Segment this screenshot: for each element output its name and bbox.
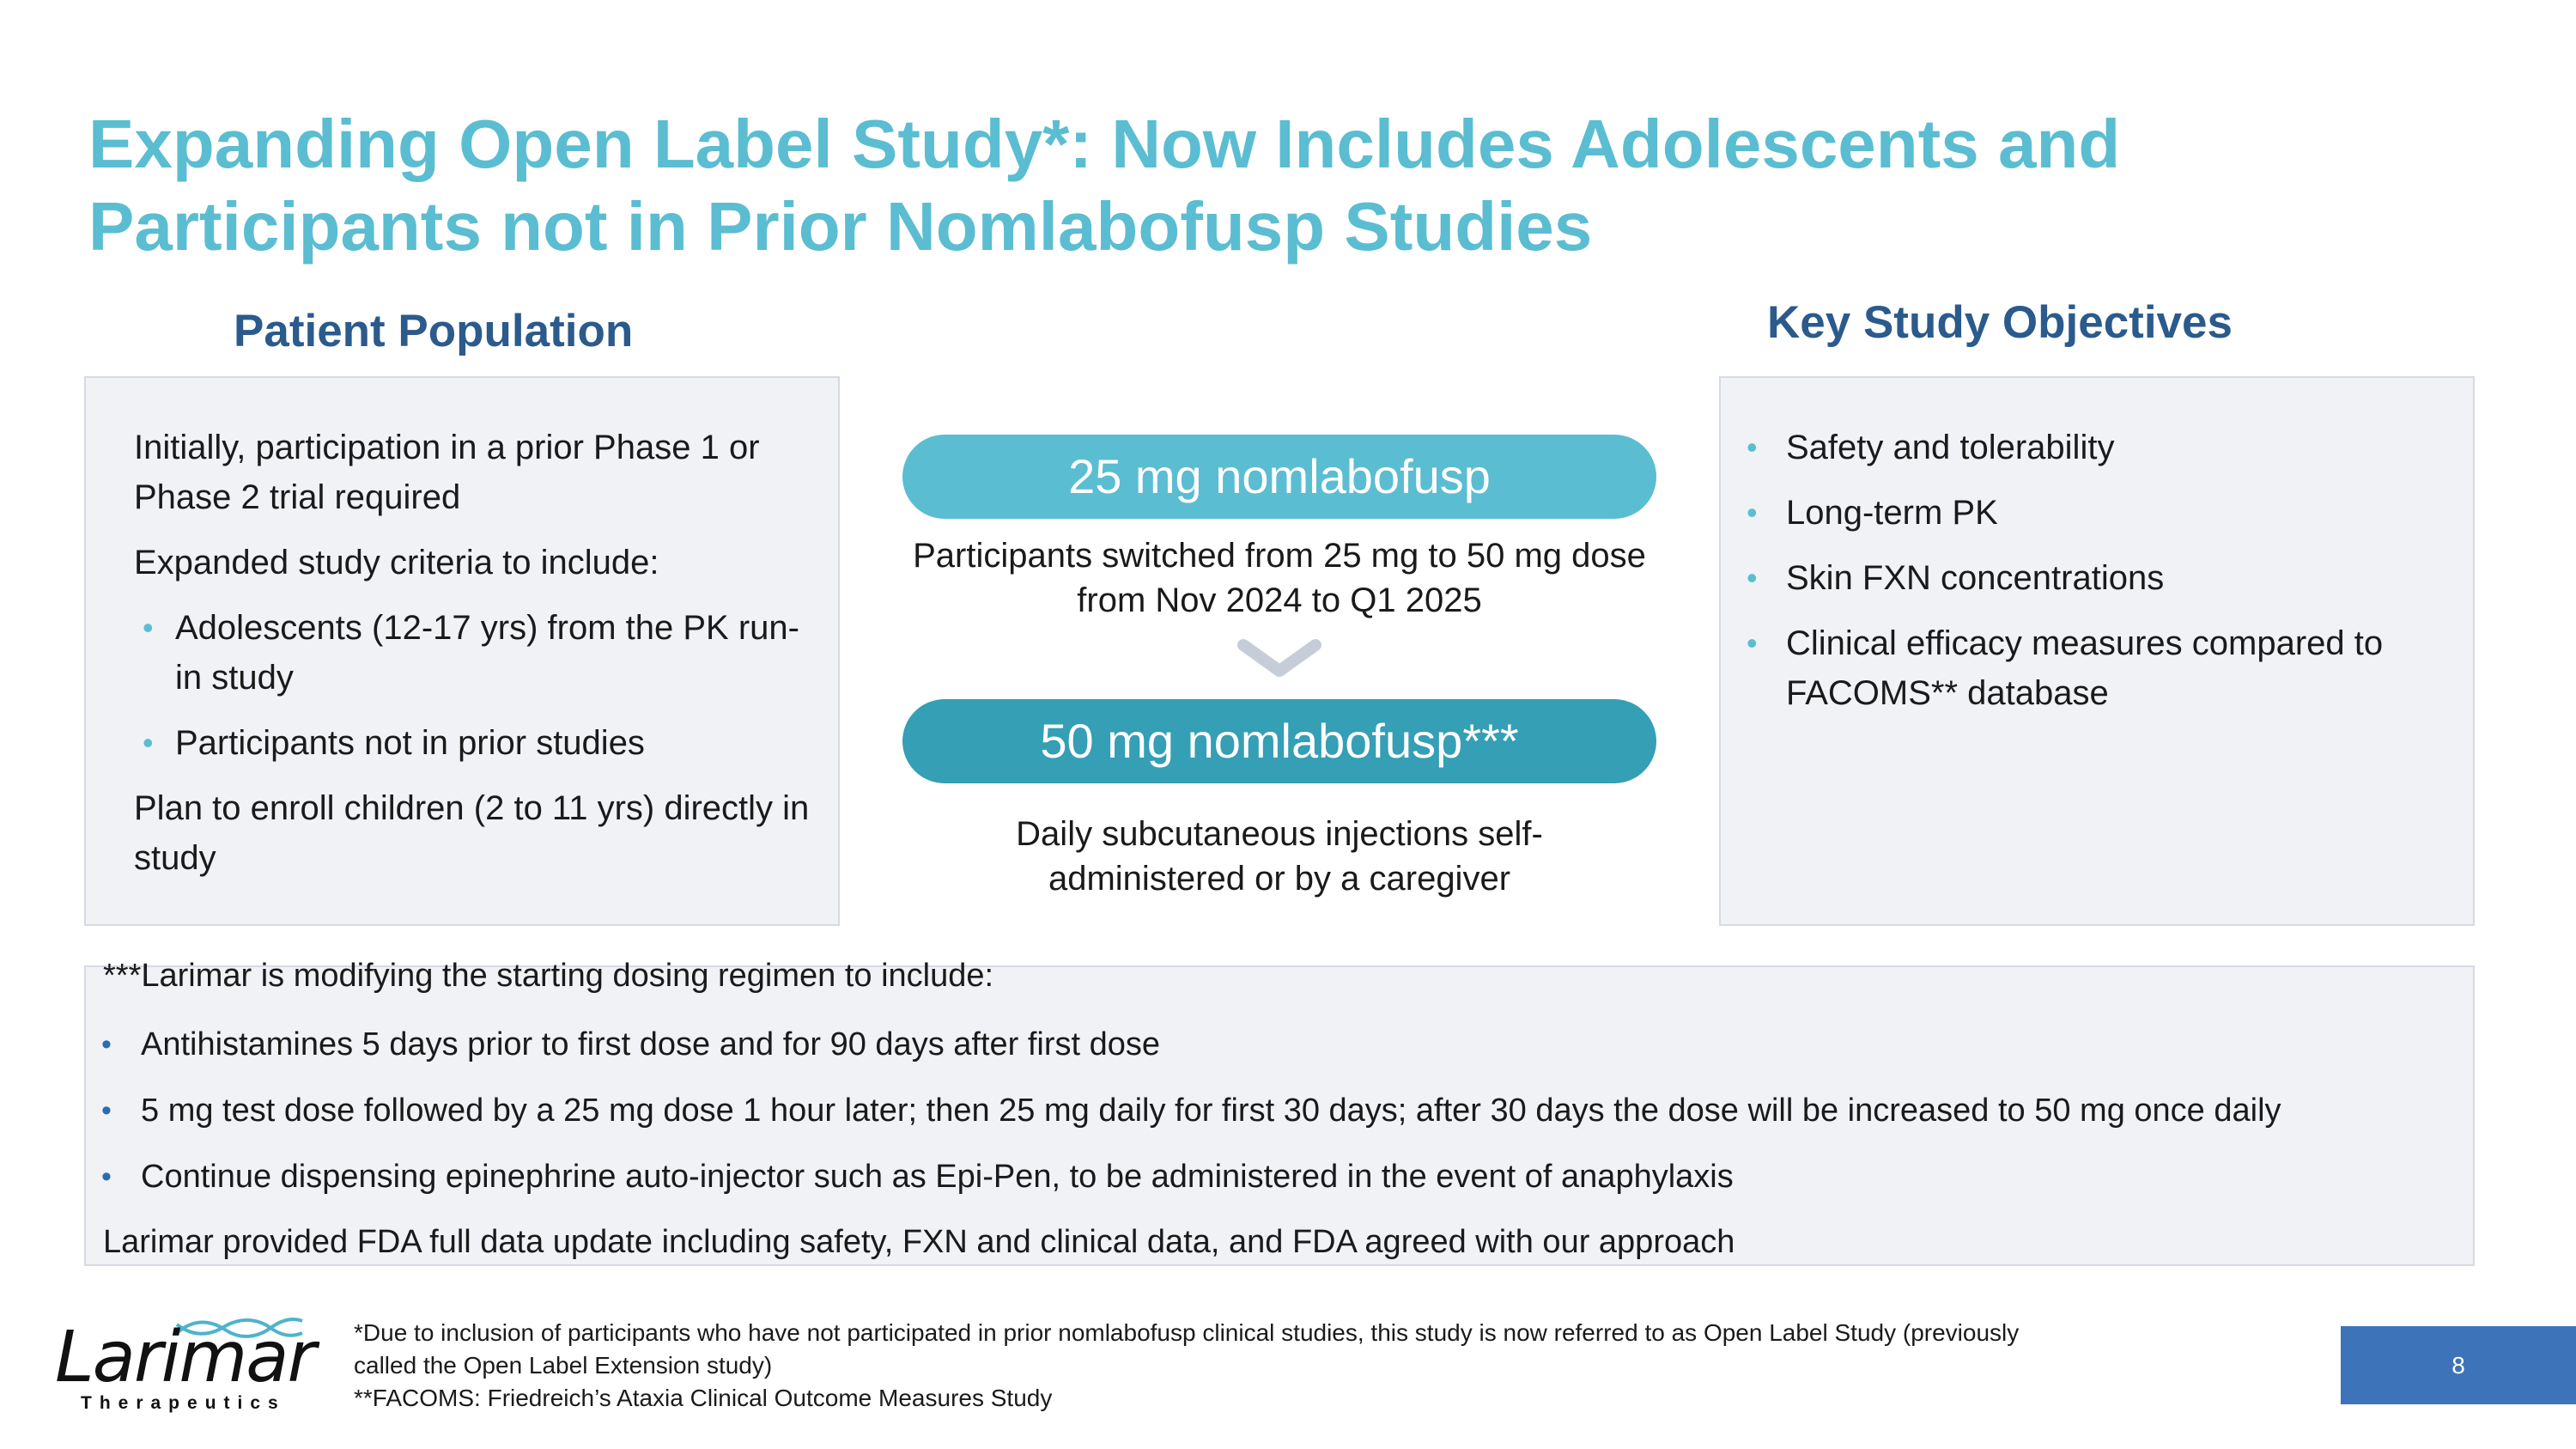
regimen-bullet (101, 1088, 2463, 1154)
regimen-bullet-text: 5 mg test dose followed by a 25 mg dose 1 hour later; then 25 mg daily for first 30 days; after 30 days the dose will be increased to 50 mg once daily (141, 1093, 2281, 1129)
bullet-icon: • (101, 1094, 112, 1127)
patient-population-panel (84, 376, 840, 926)
bullet-icon: • (143, 610, 154, 645)
regimen-bullet (101, 1154, 2463, 1221)
population-para-2: Expanded study criteria to include: (134, 544, 659, 581)
population-bullet (134, 603, 812, 703)
objective-item (1738, 488, 2455, 538)
objective-item (1738, 553, 2455, 603)
objective-item (1738, 618, 2455, 718)
population-bullet-text: Participants not in prior studies (175, 724, 645, 762)
population-para-3: Plan to enroll children (2 to 11 yrs) directly in study (134, 789, 810, 877)
bullet-icon: • (1747, 429, 1758, 465)
slide-title (88, 103, 2321, 268)
dose-25mg-pill: 25 mg nomlabofusp (902, 435, 1656, 519)
population-bullet-text: Adolescents (12-17 yrs) from the PK run-in study (175, 609, 799, 697)
bullet-icon: • (101, 1160, 112, 1193)
bullet-icon: • (1747, 560, 1758, 595)
objective-text: Clinical efficacy measures compared to FACOMS** database (1786, 624, 2384, 712)
key-objectives-panel (1719, 376, 2475, 926)
objective-text: Safety and tolerability (1786, 429, 2115, 466)
slide-title-line-1: Expanding Open Label Study*: Now Includes Adolescents and (88, 106, 2121, 182)
chevron-down-icon (1236, 638, 1322, 681)
bullet-icon: • (143, 725, 154, 760)
regimen-bullet (101, 1022, 2463, 1088)
daily-injection-note: Daily subcutaneous injections self-administered or by a caregiver (1016, 815, 1543, 898)
slide-title-line-2: Participants not in Prior Nomlabofusp Studies (88, 188, 1593, 265)
regimen-bullet-text: Antihistamines 5 days prior to first dose and for 90 days after first dose (141, 1026, 1161, 1062)
footnote-line-3: **FACOMS: Friedreich’s Ataxia Clinical Outcome Measures Study (354, 1385, 1053, 1411)
population-para-1: Initially, participation in a prior Phase 1 or Phase 2 trial required (134, 429, 760, 516)
dose-50mg-pill: 50 mg nomlabofusp*** (902, 699, 1656, 783)
bullet-icon: • (1747, 495, 1758, 530)
key-objectives-heading: Key Study Objectives (1767, 297, 2233, 348)
objective-text: Long-term PK (1786, 494, 1998, 532)
regimen-intro: ***Larimar is modifying the starting dosing regimen to include: (103, 958, 994, 994)
logo-subtitle: Therapeutics (81, 1393, 286, 1413)
patient-population-heading: Patient Population (234, 306, 634, 356)
objective-text: Skin FXN concentrations (1786, 559, 2165, 597)
bullet-icon: • (1747, 625, 1758, 661)
footnote-line-2: called the Open Label Extension study) (354, 1352, 773, 1379)
page-number: 8 (2341, 1326, 2576, 1404)
population-bullet (134, 718, 812, 768)
dose-switch-note: Participants switched from 25 mg to 50 mg dose from Nov 2024 to Q1 2025 (913, 537, 1646, 619)
objective-item (1738, 423, 2455, 472)
regimen-bullet-text: Continue dispensing epinephrine auto-injector such as Epi-Pen, to be administered in the event of anaphylaxis (141, 1159, 1734, 1195)
footnote-line-1: *Due to inclusion of participants who have not participated in prior nomlabofusp clinical studies, this study is now referred to as Open Label Study (previously (354, 1319, 2020, 1346)
bullet-icon: • (101, 1028, 112, 1061)
footnotes (354, 1317, 2019, 1415)
larimar-logo (55, 1306, 313, 1417)
regimen-list (101, 1022, 2463, 1221)
regimen-closing: Larimar provided FDA full data update including safety, FXN and clinical data, and FDA agreed with our approach (103, 1224, 1735, 1260)
logo-wordmark: Larimar (55, 1317, 315, 1398)
